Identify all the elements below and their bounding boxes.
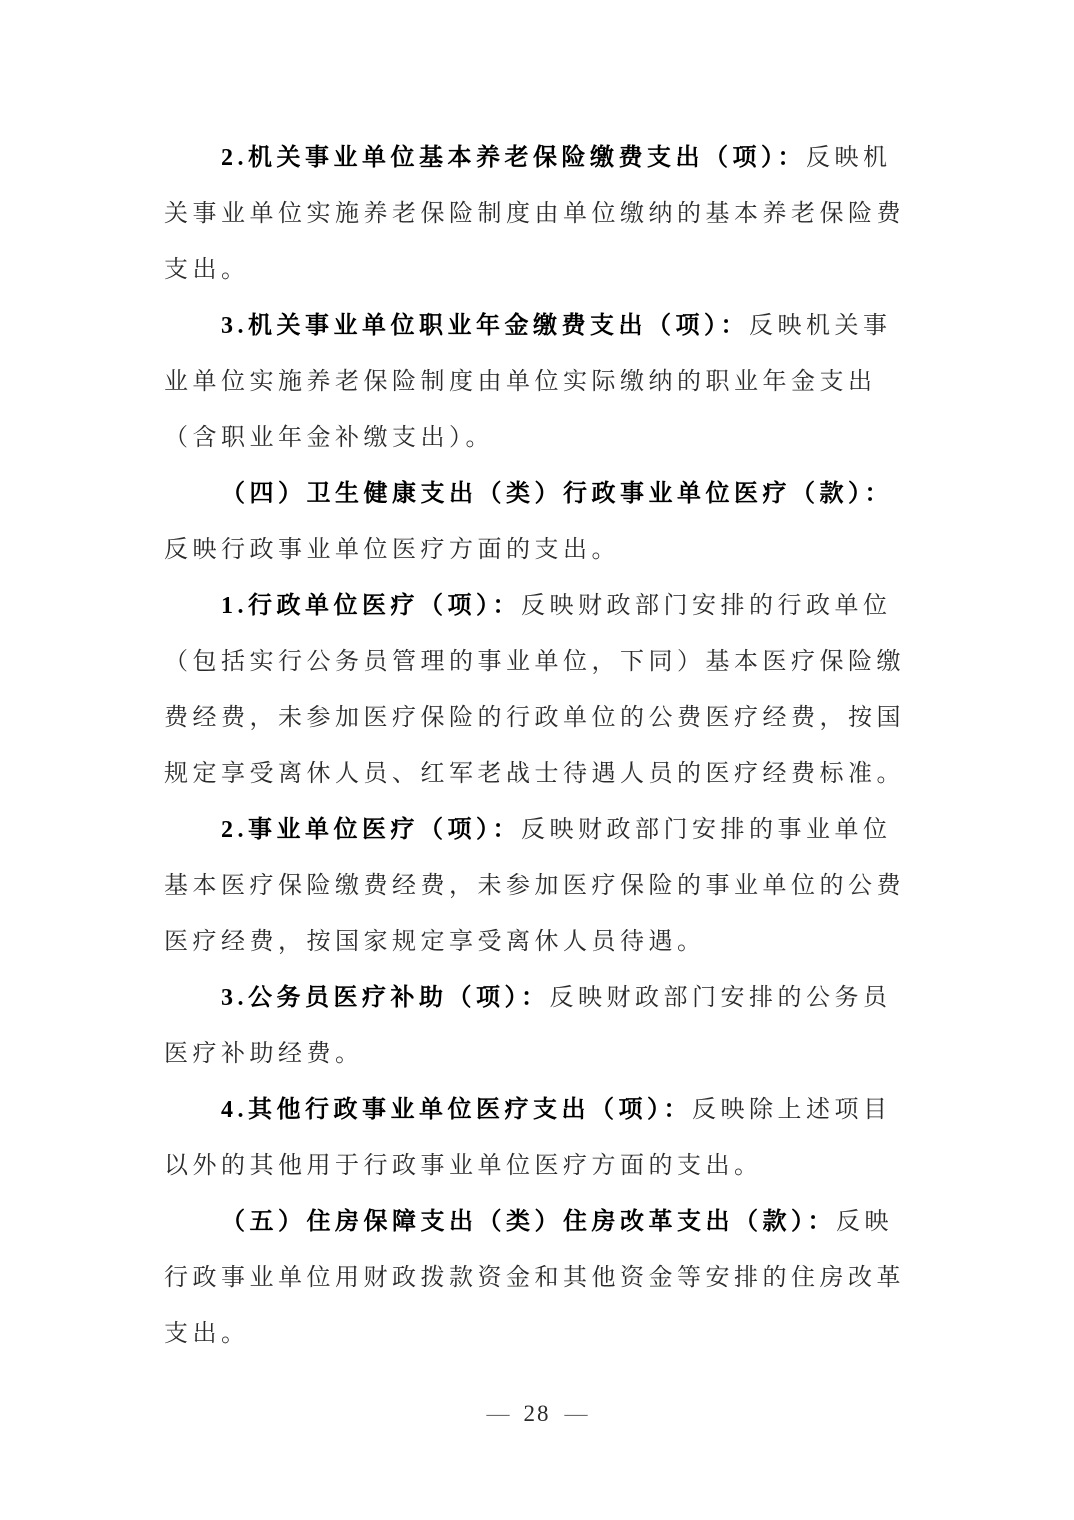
paragraph-institution-medical (164, 802, 912, 970)
paragraph-civil-servant-subsidy (164, 970, 912, 1082)
paragraph-admin-medical (164, 578, 912, 802)
paragraph-body: 反映财政部门安排的事业单位基本医疗保险缴费经费，未参加医疗保险的事业单位的公费医疗经费，按国家规定享受离休人员待遇。 (164, 817, 905, 955)
paragraph-body: 反映机关事业单位实施养老保险制度由单位实际缴纳的职业年金支出（含职业年金补缴支出）。 (164, 313, 892, 451)
paragraph-lead: 2.机关事业单位基本养老保险缴费支出（项）： (221, 145, 806, 171)
paragraph-lead: 2.事业单位医疗（项）： (221, 817, 521, 843)
paragraph-lead: 3.公务员医疗补助（项）： (221, 985, 550, 1011)
paragraph-lead: （四）卫生健康支出（类）行政事业单位医疗（款）： (221, 481, 893, 507)
paragraph-lead: 1.行政单位医疗（项）： (221, 593, 521, 619)
paragraph-body: 反映财政部门安排的行政单位（包括实行公务员管理的事业单位，下同）基本医疗保险缴费经费，未参加医疗保险的行政单位的公费医疗经费，按国规定享受离休人员、红军老战士待遇人员的医疗经费标准。 (164, 593, 905, 787)
footer-dash-left: — (486, 1401, 510, 1426)
paragraph-body: 反映行政事业单位医疗方面的支出。 (164, 537, 620, 563)
paragraph-annuity (164, 298, 912, 466)
paragraph-lead: 3.机关事业单位职业年金缴费支出（项）： (221, 313, 749, 339)
paragraph-health-category (164, 466, 912, 578)
paragraph-lead: 4.其他行政事业单位医疗支出（项）： (221, 1097, 692, 1123)
footer-dash-right: — (564, 1401, 588, 1426)
paragraph-body: 反映财政部门安排的公务员医疗补助经费。 (164, 985, 892, 1067)
paragraph-other-medical (164, 1082, 912, 1194)
paragraph-body: 反映除上述项目以外的其他用于行政事业单位医疗方面的支出。 (164, 1097, 892, 1179)
paragraph-pension-basic (164, 130, 912, 298)
document-body (164, 130, 912, 1362)
paragraph-lead: （五）住房保障支出（类）住房改革支出（款）： (221, 1209, 836, 1235)
paragraph-body: 反映行政事业单位用财政拨款资金和其他资金等安排的住房改革支出。 (164, 1209, 905, 1347)
page-number: 28 (523, 1401, 551, 1426)
paragraph-housing-category (164, 1194, 912, 1362)
page-footer (0, 1398, 1074, 1430)
paragraph-body: 反映机关事业单位实施养老保险制度由单位缴纳的基本养老保险费支出。 (164, 145, 905, 283)
